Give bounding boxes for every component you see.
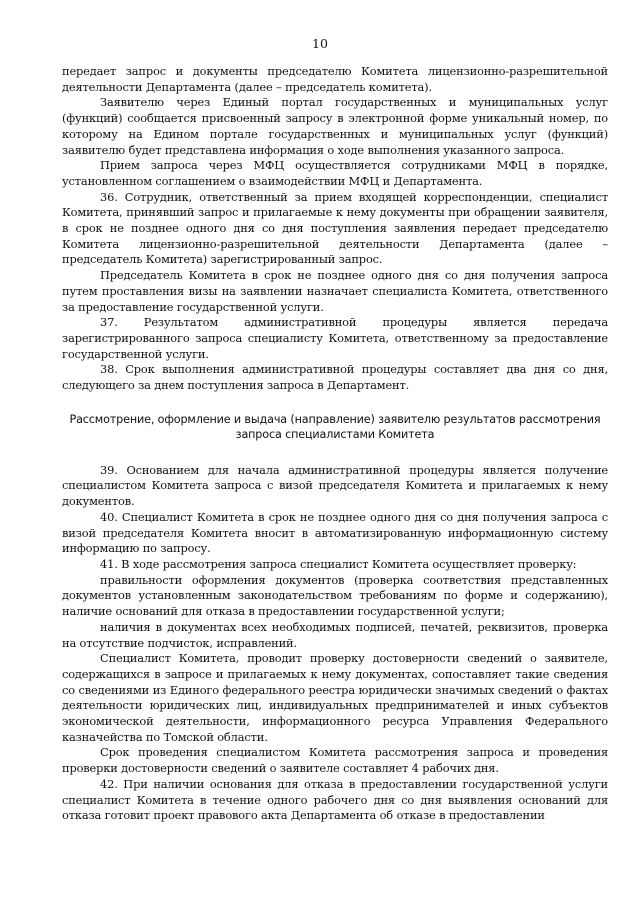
paragraph: 38. Срок выполнения административной процедуры составляет два дня со дня, следующего за днем поступления запроса в Департамент. [62, 362, 608, 393]
section-heading: Рассмотрение, оформление и выдача (направление) заявителю результатов рассмотрения запроса специалистами Комитета [69, 412, 601, 442]
paragraph: 42. При наличии основания для отказа в предоставлении государственной услуги специалист Комитета в течение одного рабочего дня со дня выявления оснований для отказа готовит проект правового акта Департамента об отказе в предоставлении [62, 776, 608, 823]
paragraph: 41. В ходе рассмотрения запроса специалист Комитета осуществляет проверку: [100, 556, 577, 571]
paragraph: Заявителю через Единый портал государственных и муниципальных услуг (функций) сообщается присвоенный запросу в электронной форме уникальный номер, по которому на Едином портале государственных и муниципальных услуг (функций) заявителю будет представлена информация о ходе выполнения указанного запроса. [62, 95, 608, 157]
paragraph: передает запрос и документы председателю Комитета лицензионно-разрешительной деятельности Департамента (далее – председатель комитета). [62, 64, 608, 94]
page-number: 10 [312, 36, 328, 51]
paragraph: 39. Основанием для начала административной процедуры является получение специалистом Комитета запроса с визой председателя Комитета и прилагаемых к нему документов. [62, 462, 608, 509]
paragraph: наличия в документах всех необходимых подписей, печатей, реквизитов, проверка на отсутствие подчисток, исправлений. [62, 619, 608, 650]
paragraph: Специалист Комитета, проводит проверку достоверности сведений о заявителе, содержащихся в запросе и прилагаемых к нему документах, сопоставляет такие сведения со сведениями из Единого федерального реестра юридически значимых сведений о фактах деятельности юридических лиц, индивидуальных предпринимателей и иных субъектов экономической деятельности, информационного ресурса Управления Федерального казначейства по Томской области. [62, 651, 608, 744]
paragraph: правильности оформления документов (проверка соответствия представленных документов установленным законодательством требованиям по форме и содержанию), наличие оснований для отказа в предоставлении государственной услуги; [62, 572, 608, 619]
paragraph: Срок проведения специалистом Комитета рассмотрения запроса и проведения проверки достоверности сведений о заявителе составляет 4 рабочих дня. [62, 745, 608, 776]
paragraph: 37. Результатом административной процедуры является передача зарегистрированного запроса специалисту Комитета, ответственному за предоставление государственной услуги. [62, 315, 608, 361]
paragraph: 40. Специалист Комитета в срок не позднее одного дня со дня получения запроса с визой председателя Комитета вносит в автоматизированную информационную систему информацию по запросу. [62, 509, 608, 556]
paragraph: Председатель Комитета в срок не позднее одного дня со дня получения запроса путем проставления визы на заявлении назначает специалиста Комитета, ответственного за предоставление государственной услуги. [62, 268, 608, 314]
paragraph: 36. Сотрудник, ответственный за прием входящей корреспонденции, специалист Комитета, принявший запрос и прилагаемые к нему документы при обращении заявителя, в срок не позднее одного дня со дня поступления заявления передает председателю Комитета лицензионно-разрешительной деятельности Департамента (далее – председатель Комитета) зарегистрированный запрос. [62, 189, 608, 267]
document-body [62, 64, 608, 824]
paragraph: Прием запроса через МФЦ осуществляется сотрудниками МФЦ в порядке, установленном соглашением о взаимодействии МФЦ и Департамента. [62, 158, 608, 188]
